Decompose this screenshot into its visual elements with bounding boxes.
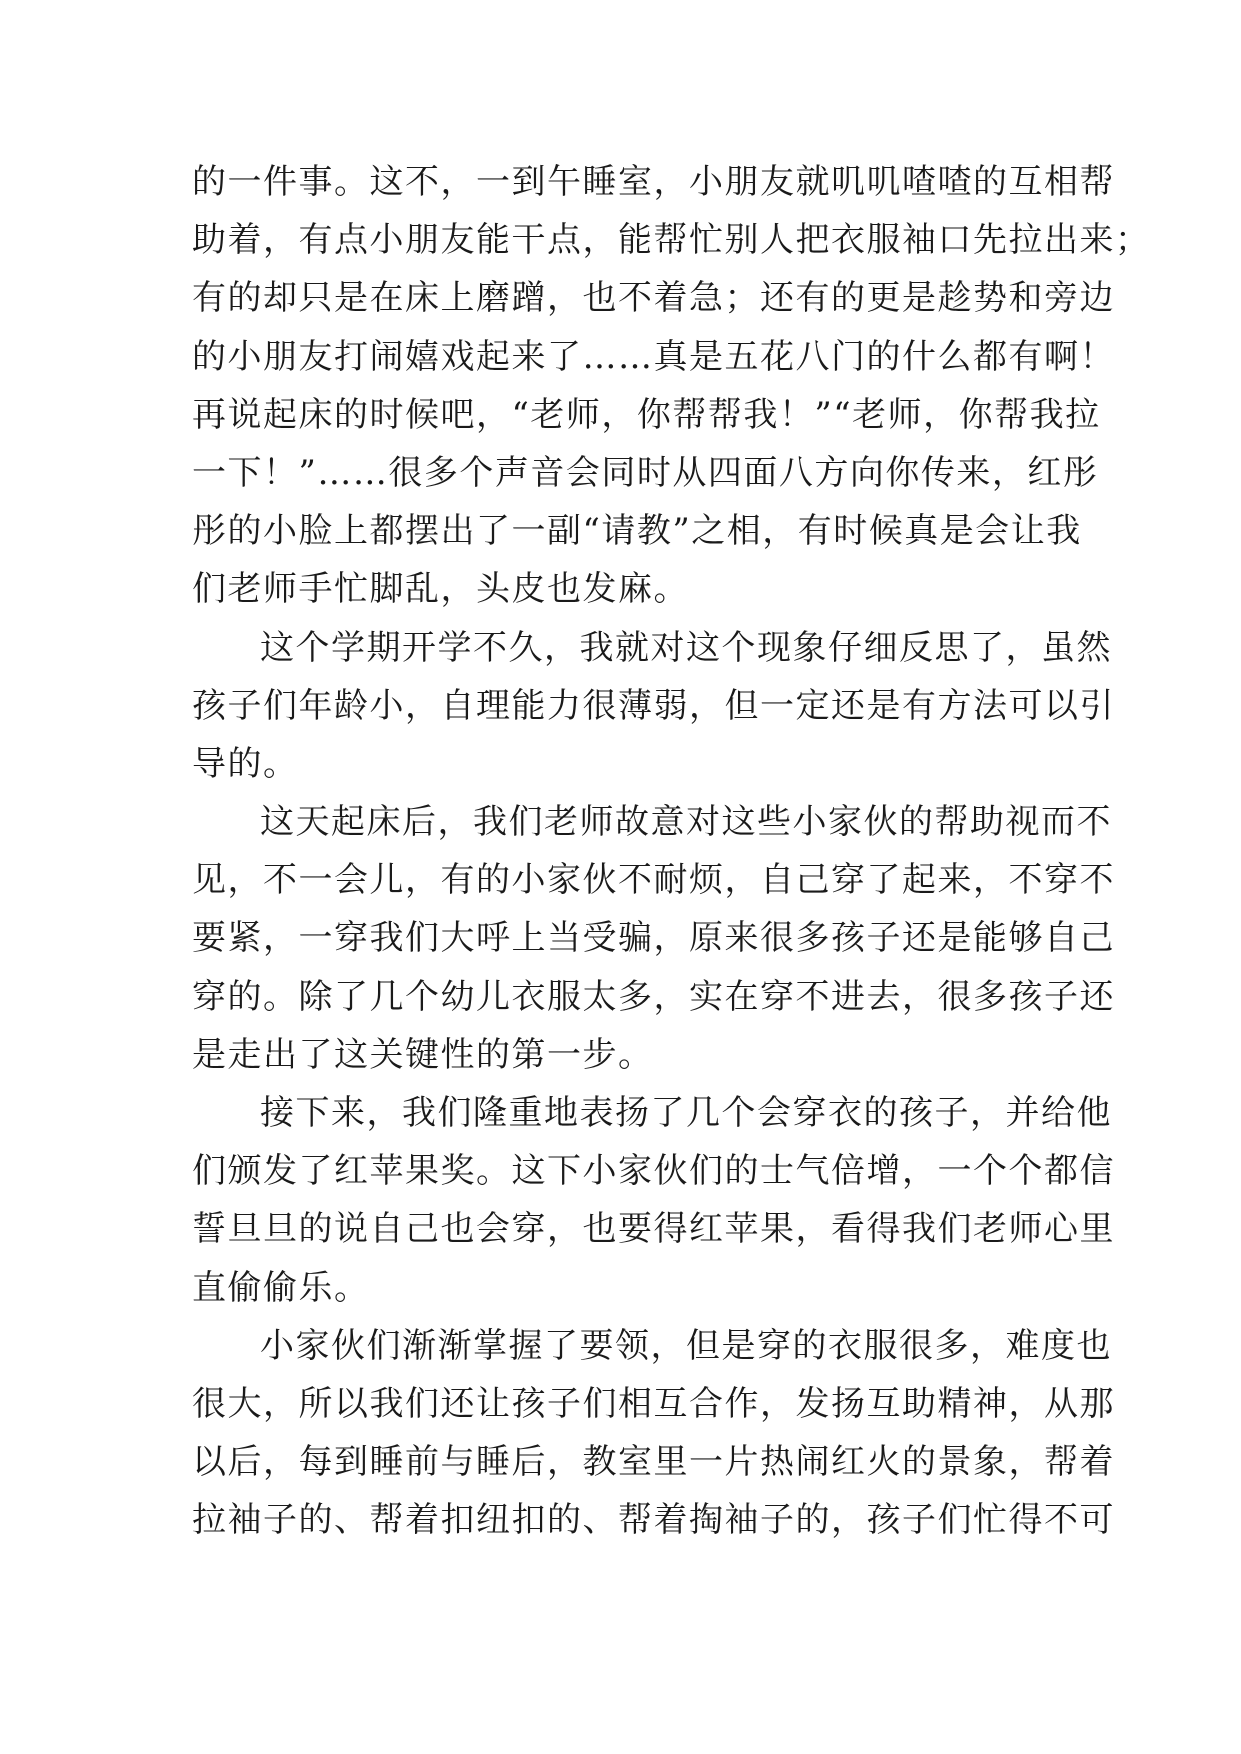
text-line: 很大，所以我们还让孩子们相互合作，发扬互助精神，从那 xyxy=(192,1383,1115,1424)
text-line: 助着，有点小朋友能干点，能帮忙别人把衣服袖口先拉出来； xyxy=(192,220,1151,261)
text-line: 导的。 xyxy=(192,743,299,784)
text-line: 誓旦旦的说自己也会穿，也要得红苹果，看得我们老师心里 xyxy=(192,1209,1115,1250)
text-line: 们老师手忙脚乱，头皮也发麻。 xyxy=(192,569,689,610)
paragraph-first-line: 这天起床后，我们老师故意对这些小家伙的帮助视而不 xyxy=(260,802,1112,843)
text-line: 孩子们年龄小，自理能力很薄弱，但一定还是有方法可以引 xyxy=(192,685,1115,726)
text-line: 有的却只是在床上磨蹭，也不着急；还有的更是趁势和旁边 xyxy=(192,278,1115,319)
text-line: 以后，每到睡前与睡后，教室里一片热闹红火的景象，帮着 xyxy=(192,1442,1115,1483)
text-line: 穿的。除了几个幼儿衣服太多，实在穿不进去，很多孩子还 xyxy=(192,976,1115,1017)
text-line: 要紧，一穿我们大呼上当受骗，原来很多孩子还是能够自己 xyxy=(192,918,1115,959)
paragraph-first-line: 小家伙们渐渐掌握了要领，但是穿的衣服很多，难度也 xyxy=(260,1325,1112,1366)
text-line: 一下！”……很多个声音会同时从四面八方向你传来，红彤 xyxy=(192,452,1099,493)
text-line: 彤的小脸上都摆出了一副“请教”之相，有时候真是会让我 xyxy=(192,511,1082,552)
text-line: 是走出了这关键性的第一步。 xyxy=(192,1034,654,1075)
text-line: 拉袖子的、帮着扣纽扣的、帮着掏袖子的，孩子们忙得不可 xyxy=(192,1500,1115,1541)
text-line: 的一件事。这不，一到午睡室，小朋友就叽叽喳喳的互相帮 xyxy=(192,162,1115,202)
text-line: 们颁发了红苹果奖。这下小家伙们的士气倍增，一个个都信 xyxy=(192,1151,1115,1192)
paragraph-first-line: 这个学期开学不久，我就对这个现象仔细反思了，虽然 xyxy=(260,627,1112,668)
text-line: 的小朋友打闹嬉戏起来了……真是五花八门的什么都有啊！ xyxy=(192,336,1115,377)
paragraph-first-line: 接下来，我们隆重地表扬了几个会穿衣的孩子，并给他 xyxy=(260,1093,1112,1133)
body-text xyxy=(192,153,1151,1550)
text-line: 再说起床的时候吧，“老师，你帮帮我！”“老师，你帮我拉 xyxy=(192,394,1101,435)
text-line: 见，不一会儿，有的小家伙不耐烦，自己穿了起来，不穿不 xyxy=(192,860,1115,901)
text-line: 直偷偷乐。 xyxy=(192,1267,370,1308)
